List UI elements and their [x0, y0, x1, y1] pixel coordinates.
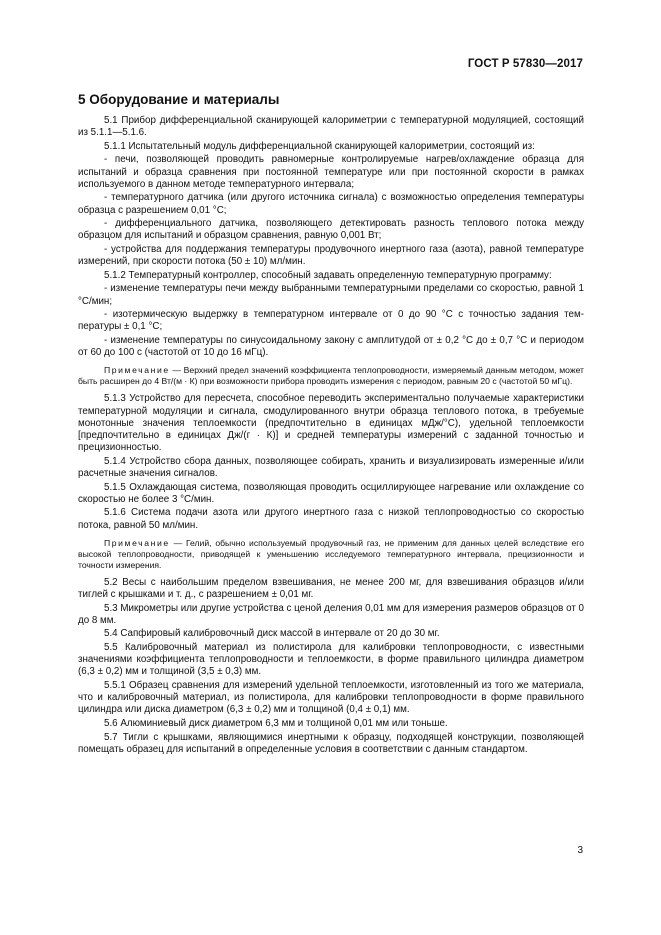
list-item: - температурного датчика (или другого источника сигнала) с возможностью определения температуры образца с разрешением 0,01 °C;	[78, 192, 584, 216]
paragraph-5-2: 5.2 Весы с наибольшим пределом взвешивания, не менее 200 мг, для взвешивания образцов и/или тиглей с крышками и т. д., с разрешением ± 0,01 мг.	[78, 576, 584, 600]
list-item: - печи, позволяющей проводить равномерные контролируемые нагрев/охлаждение образца для испытаний и образца сравнения при постоянной температуре или при постоянной скорости в рамках используемого в данном методе температурного интервала;	[78, 154, 584, 190]
note-1	[78, 365, 584, 387]
paragraph-5-3: 5.3 Микрометры или другие устройства с ценой деления 0,01 мм для измерения размеров образцов от 0 до 8 мм.	[78, 602, 584, 626]
paragraph-5-6: 5.6 Алюминиевый диск диаметром 6,3 мм и толщиной 0,01 мм или тоньше.	[104, 717, 448, 729]
note-2	[78, 538, 584, 571]
paragraph-5-1-1: 5.1.1 Испытательный модуль дифференциальной сканирующей калориметрии, состоящий из:	[104, 140, 535, 152]
list-item: - изменение температуры печи между выбранными температурными пределами со скоростью, равной 1 °C/мин;	[78, 283, 584, 307]
paragraph-5-4: 5.4 Сапфировый калибровочный диск массой в интервале от 20 до 30 мг.	[104, 628, 440, 640]
standard-code: ГОСТ Р 57830—2017	[467, 58, 583, 70]
list-item: - изменение температуры по синусоидальному закону с амплитудой от ± 0,2 °C до ± 0,7 °C и периодом от 60 до 100 с (частотой от 10 до 16 мГц).	[78, 334, 584, 359]
note-text: — Верхний предел значений коэффициента теплопроводности, измеряемый данным методом, может быть расширен до 4 Вт/(м · К) при возможности прибора проводить измерения с периодом, равным 20 с (частотой 50 мГц).	[78, 365, 584, 387]
paragraph-5-1-4: 5.1.4 Устройство сбора данных, позволяющее собирать, хранить и визуализировать измеренные и/или расчетные значения сигналов.	[78, 455, 584, 479]
note-text: — Гелий, обычно используемый продувочный газ, не применим для данных целей вследствие его высокой теплопроводности, приводящей к уменьшению исследуемого температурного интервала, прецизионности и точности измерения.	[78, 537, 584, 570]
section-title: 5 Оборудование и материалы	[78, 92, 280, 107]
paragraph-5-1-3: 5.1.3 Устройство для пересчета, способное переводить экспериментально получаемые характеристики температурной модуляции и сигнала, смодулированного внутри образца теплового потока, в требуемые монотонные значения теплоемкости (предпочтительно в единицах мДж/°C), удельной теплоемкости [предпочтительно в единицах Дж/(г · К)] и средней температуры измерений с заданной точностью и прецизионностью.	[78, 393, 584, 454]
paragraph-5-5: 5.5 Калибровочный материал из полистирола для калибровки теплопроводности, с известными значениями коэффициента теплопроводности и теплоемкости, в форме правильного цилиндра диаметром (6,3 ± 0,2) мм и толщиной (3,5 ± 0,3) мм.	[78, 641, 584, 678]
paragraph-5-1-2: 5.1.2 Температурный контроллер, способный задавать определенную температурную программу:	[104, 269, 552, 281]
paragraph-5-7: 5.7 Тигли с крышками, являющимися инертными к образцу, подходящей конструкции, позволяющей помещать образец для испытаний в определенные условия в соответствии с данным стандартом.	[78, 731, 584, 755]
list-item: - дифференциального датчика, позволяющего детектировать разность теплового потока между образцом для испытаний и образцом сравнения, равную 0,001 Вт;	[78, 218, 584, 242]
paragraph-5-1: 5.1 Прибор дифференциальной сканирующей калориметрии с температурной модуляцией, состоящий из 5.1.1—5.1.6.	[78, 115, 584, 139]
list-item: - устройства для поддержания температуры продувочного инертного газа (азота), равной температуре измерений, при скорости потока (50 ± 10) мл/мин.	[78, 243, 584, 268]
paragraph-5-1-6: 5.1.6 Система подачи азота или другого инертного газа с низкой теплопроводностью со скоростью потока, равной 50 мл/мин.	[78, 507, 584, 531]
page-number: 3	[577, 845, 583, 856]
note-label: Примечание	[104, 537, 170, 548]
section-body	[78, 115, 584, 757]
paragraph-5-1-5: 5.1.5 Охлаждающая система, позволяющая проводить осциллирующее нагревание или охлаждение со скоростью не более 3 °C/мин.	[78, 481, 584, 505]
note-label: Примечание	[104, 365, 170, 376]
list-item: - изотермическую выдержку в температурном интервале от 0 до 90 °C с точностью задания температуры ± 0,1 °C;	[78, 309, 584, 333]
paragraph-5-5-1: 5.5.1 Образец сравнения для измерений удельной теплоемкости, изготовленный из того же материала, что и калибровочный материал, из полистирола, для калибровки теплопроводности в форме правильного цилиндра или диска диаметром (6,3 ± 0,2) мм и толщиной (0,4 ± 0,1) мм.	[78, 679, 584, 716]
